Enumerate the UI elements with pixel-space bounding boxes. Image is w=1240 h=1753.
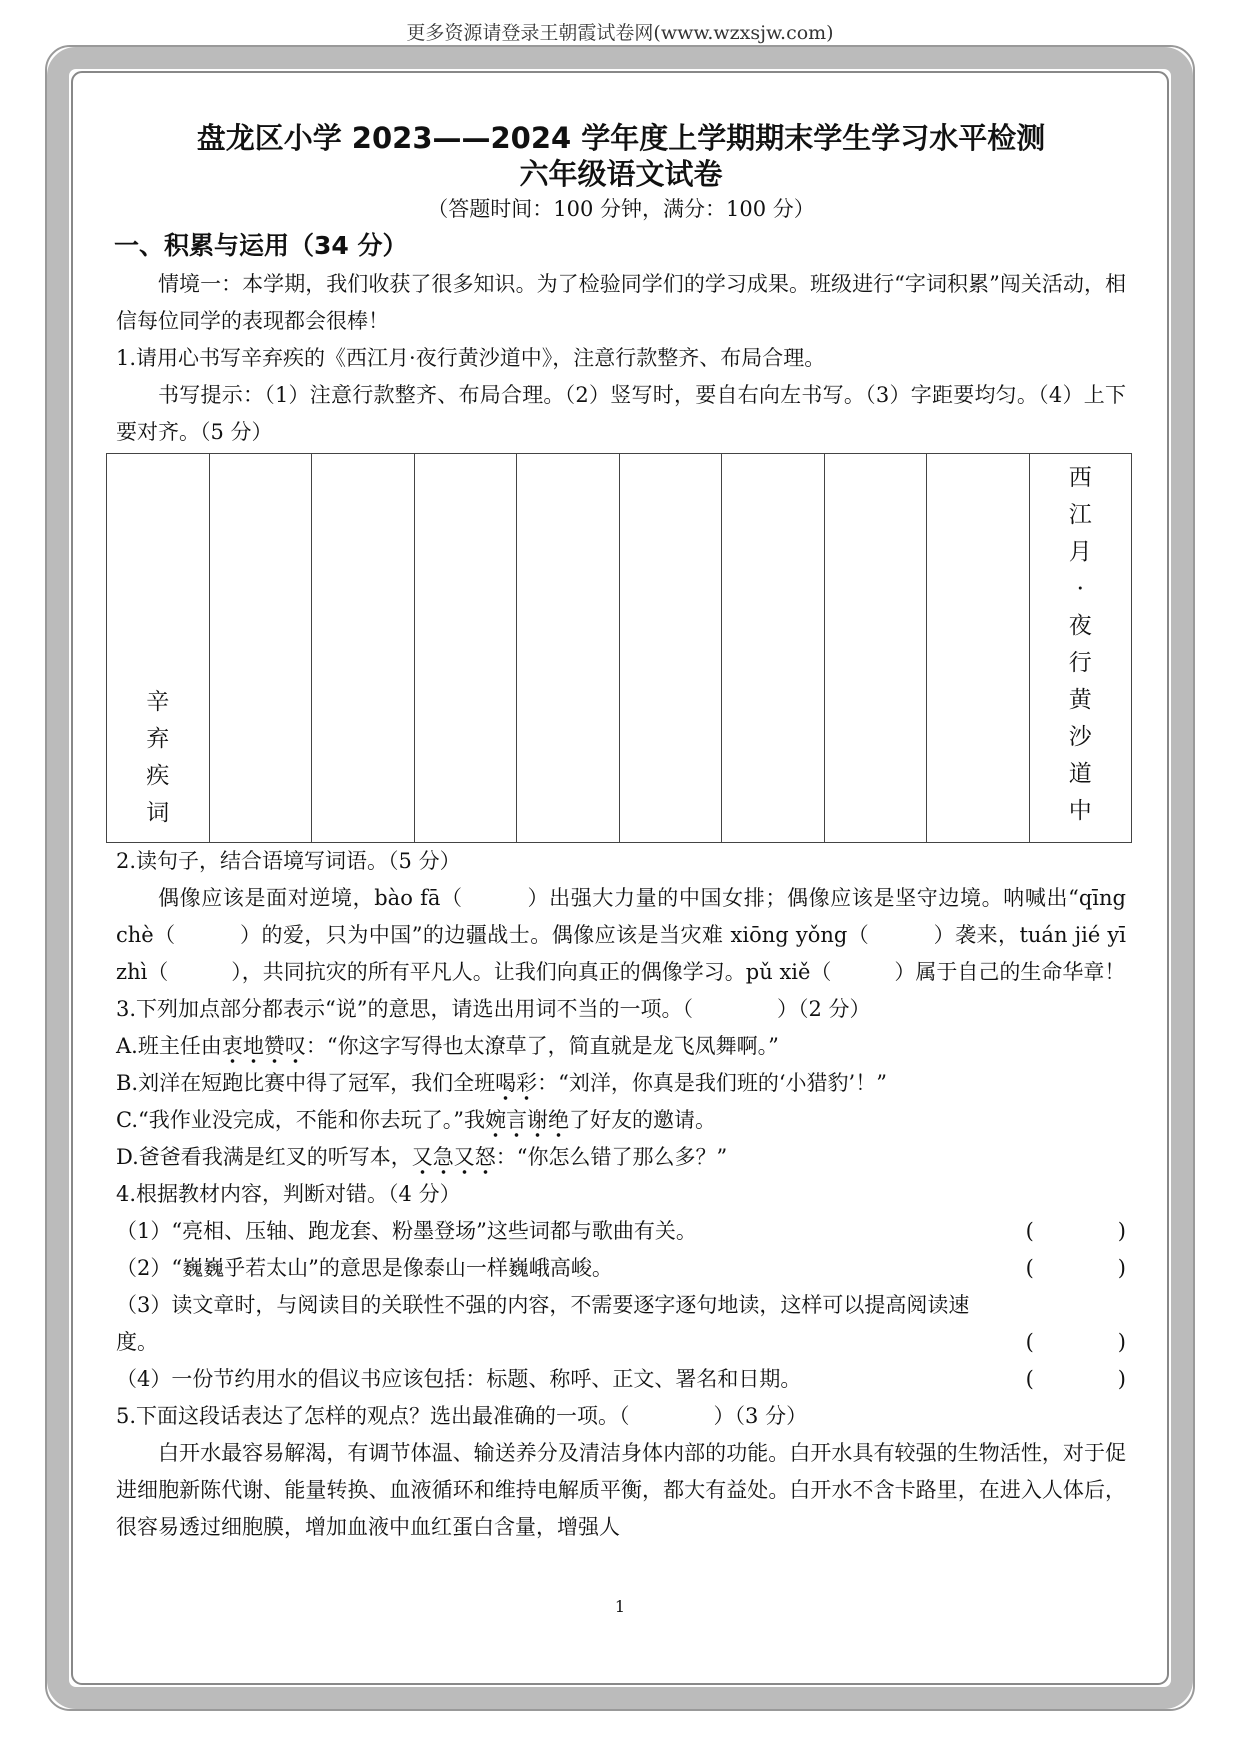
option-c-pre: C.“我作业没完成，不能和你去玩了。”我 — [116, 1108, 485, 1132]
title-char: 道 — [1068, 761, 1092, 787]
answer-paren[interactable]: ( ) — [1025, 1219, 1126, 1243]
title-char: 中 — [1068, 798, 1092, 824]
scene-1: 情境一：本学期，我们收获了很多知识。为了检验同学们的学习成果。班级进行“字词积累”闯关活动，相信每位同学的表现都会很棒！ — [116, 272, 1126, 333]
exam-page — [116, 112, 1126, 1546]
option-d-post: ：“你怎么错了那么多？” — [495, 1145, 728, 1169]
author-char: 疾 — [146, 763, 170, 789]
option-c-post: 了好友的邀请。 — [568, 1108, 716, 1132]
grid-column[interactable] — [210, 454, 313, 842]
option-a[interactable] — [116, 1028, 1126, 1065]
answer-paren[interactable]: ( ) — [1025, 1330, 1126, 1354]
option-a-post: ：“你这字写得也太潦草了，简直就是龙飞凤舞啊。” — [305, 1034, 779, 1058]
author-char: 弃 — [146, 726, 170, 752]
question-1: 1.请用心书写辛弃疾的《西江月·夜行黄沙道中》，注意行款整齐、布局合理。 — [116, 346, 826, 370]
option-d-dotted: 又急又怒 — [412, 1145, 496, 1175]
grid-column-title — [1030, 454, 1132, 842]
site-header: 更多资源请登录王朝霞试卷网(www.wzxsjw.com) — [406, 22, 834, 44]
title-char: 行 — [1068, 650, 1092, 676]
author-char: 词 — [146, 800, 170, 826]
option-c-dotted: 婉言谢绝 — [485, 1108, 569, 1138]
title-char: 黄 — [1068, 687, 1092, 713]
answer-paren[interactable]: ( ) — [1025, 1367, 1126, 1391]
option-d[interactable] — [116, 1139, 1126, 1176]
exam-subject: 六年级语文试卷 — [519, 157, 723, 191]
judge-item-text: （4）一份节约用水的倡议书应该包括：标题、称呼、正文、署名和日期。 — [116, 1367, 802, 1391]
question-5-text: 白开水最容易解渴，有调节体温、输送养分及清洁身体内部的功能。白开水具有较强的生物活性，对于促进细胞新陈代谢、能量转换、血液循环和维持电解质平衡，都大有益处。白开水不含卡路里，在进入人体后，很容易透过细胞膜，增加血液中血红蛋白含量，增强人 — [116, 1441, 1126, 1539]
question-4: 4.根据教材内容，判断对错。（4 分） — [116, 1182, 461, 1206]
writing-grid — [106, 453, 1132, 843]
option-a-pre: A.班主任由 — [116, 1034, 222, 1058]
grid-column[interactable] — [312, 454, 415, 842]
answer-paren[interactable]: ( ) — [1025, 1256, 1126, 1280]
exam-title: 盘龙区小学 2023——2024 学年度上学期期末学生学习水平检测 — [196, 121, 1046, 155]
page-number: 1 — [614, 1597, 626, 1616]
judge-item — [116, 1287, 1126, 1324]
grid-column[interactable] — [415, 454, 518, 842]
grid-column[interactable] — [722, 454, 825, 842]
judge-item — [116, 1361, 1126, 1398]
option-b-pre: B.刘洋在短跑比赛中得了冠军，我们全班 — [116, 1071, 496, 1095]
judge-item-text: 度。 — [116, 1330, 158, 1354]
grid-column-author[interactable] — [107, 454, 210, 842]
title-char: 江 — [1068, 502, 1092, 528]
grid-column[interactable] — [517, 454, 620, 842]
grid-column[interactable] — [620, 454, 723, 842]
exam-time-score: （答题时间：100 分钟，满分：100 分） — [427, 197, 815, 221]
judge-item-text: （1）“亮相、压轴、跑龙套、粉墨登场”这些词都与歌曲有关。 — [116, 1219, 697, 1243]
option-d-pre: D.爸爸看我满是红叉的听写本， — [116, 1145, 412, 1169]
title-char: 西 — [1068, 465, 1092, 491]
section-1-title: 一、积累与运用（34 分） — [114, 231, 408, 260]
grid-column[interactable] — [825, 454, 928, 842]
author-char: 辛 — [146, 689, 170, 715]
judge-item-text: （3）读文章时，与阅读目的关联性不强的内容，不需要逐字逐句地读，这样可以提高阅读速 — [116, 1293, 970, 1317]
option-b[interactable] — [116, 1065, 1126, 1102]
judge-item-text: （2）“巍巍乎若太山”的意思是像泰山一样巍峨高峻。 — [116, 1256, 613, 1280]
question-5: 5.下面这段话表达了怎样的观点？选出最准确的一项。（ ）（3 分） — [116, 1404, 808, 1428]
question-2: 2.读句子，结合语境写词语。（5 分） — [116, 849, 461, 873]
title-char: 月 — [1068, 539, 1092, 565]
judge-item — [116, 1250, 1126, 1287]
grid-column[interactable] — [927, 454, 1030, 842]
option-a-dotted: 衷地赞叹 — [222, 1034, 306, 1064]
question-2-text: 偶像应该是面对逆境，bào fā（ ）出强大力量的中国女排；偶像应该是坚守边境。呐喊出“qīng chè（ ）的爱，只为中国”的边疆战士。偶像应该是当灾难 xiōng yǒng（ ）袭来，tuán jié yī zhì（ ），共同抗灾的所有平凡人。让我们向真正的偶像学习。pǔ xiě（ ）属于自己的生命华章！ — [116, 886, 1126, 984]
option-b-dotted: 喝彩 — [495, 1071, 537, 1101]
option-b-post: ：“刘洋，你真是我们班的‘小猎豹’！” — [537, 1071, 887, 1095]
title-char: 夜 — [1068, 613, 1092, 639]
question-3: 3.下列加点部分都表示“说”的意思，请选出用词不当的一项。（ ）（2 分） — [116, 997, 871, 1021]
judge-item — [116, 1213, 1126, 1250]
option-c[interactable] — [116, 1102, 1126, 1139]
judge-item — [116, 1324, 1126, 1361]
title-char: · — [1076, 576, 1084, 602]
title-char: 沙 — [1068, 724, 1092, 750]
question-1-tips: 书写提示：（1）注意行款整齐、布局合理。（2）竖写时，要自右向左书写。（3）字距要均匀。（4）上下要对齐。（5 分） — [116, 383, 1126, 444]
